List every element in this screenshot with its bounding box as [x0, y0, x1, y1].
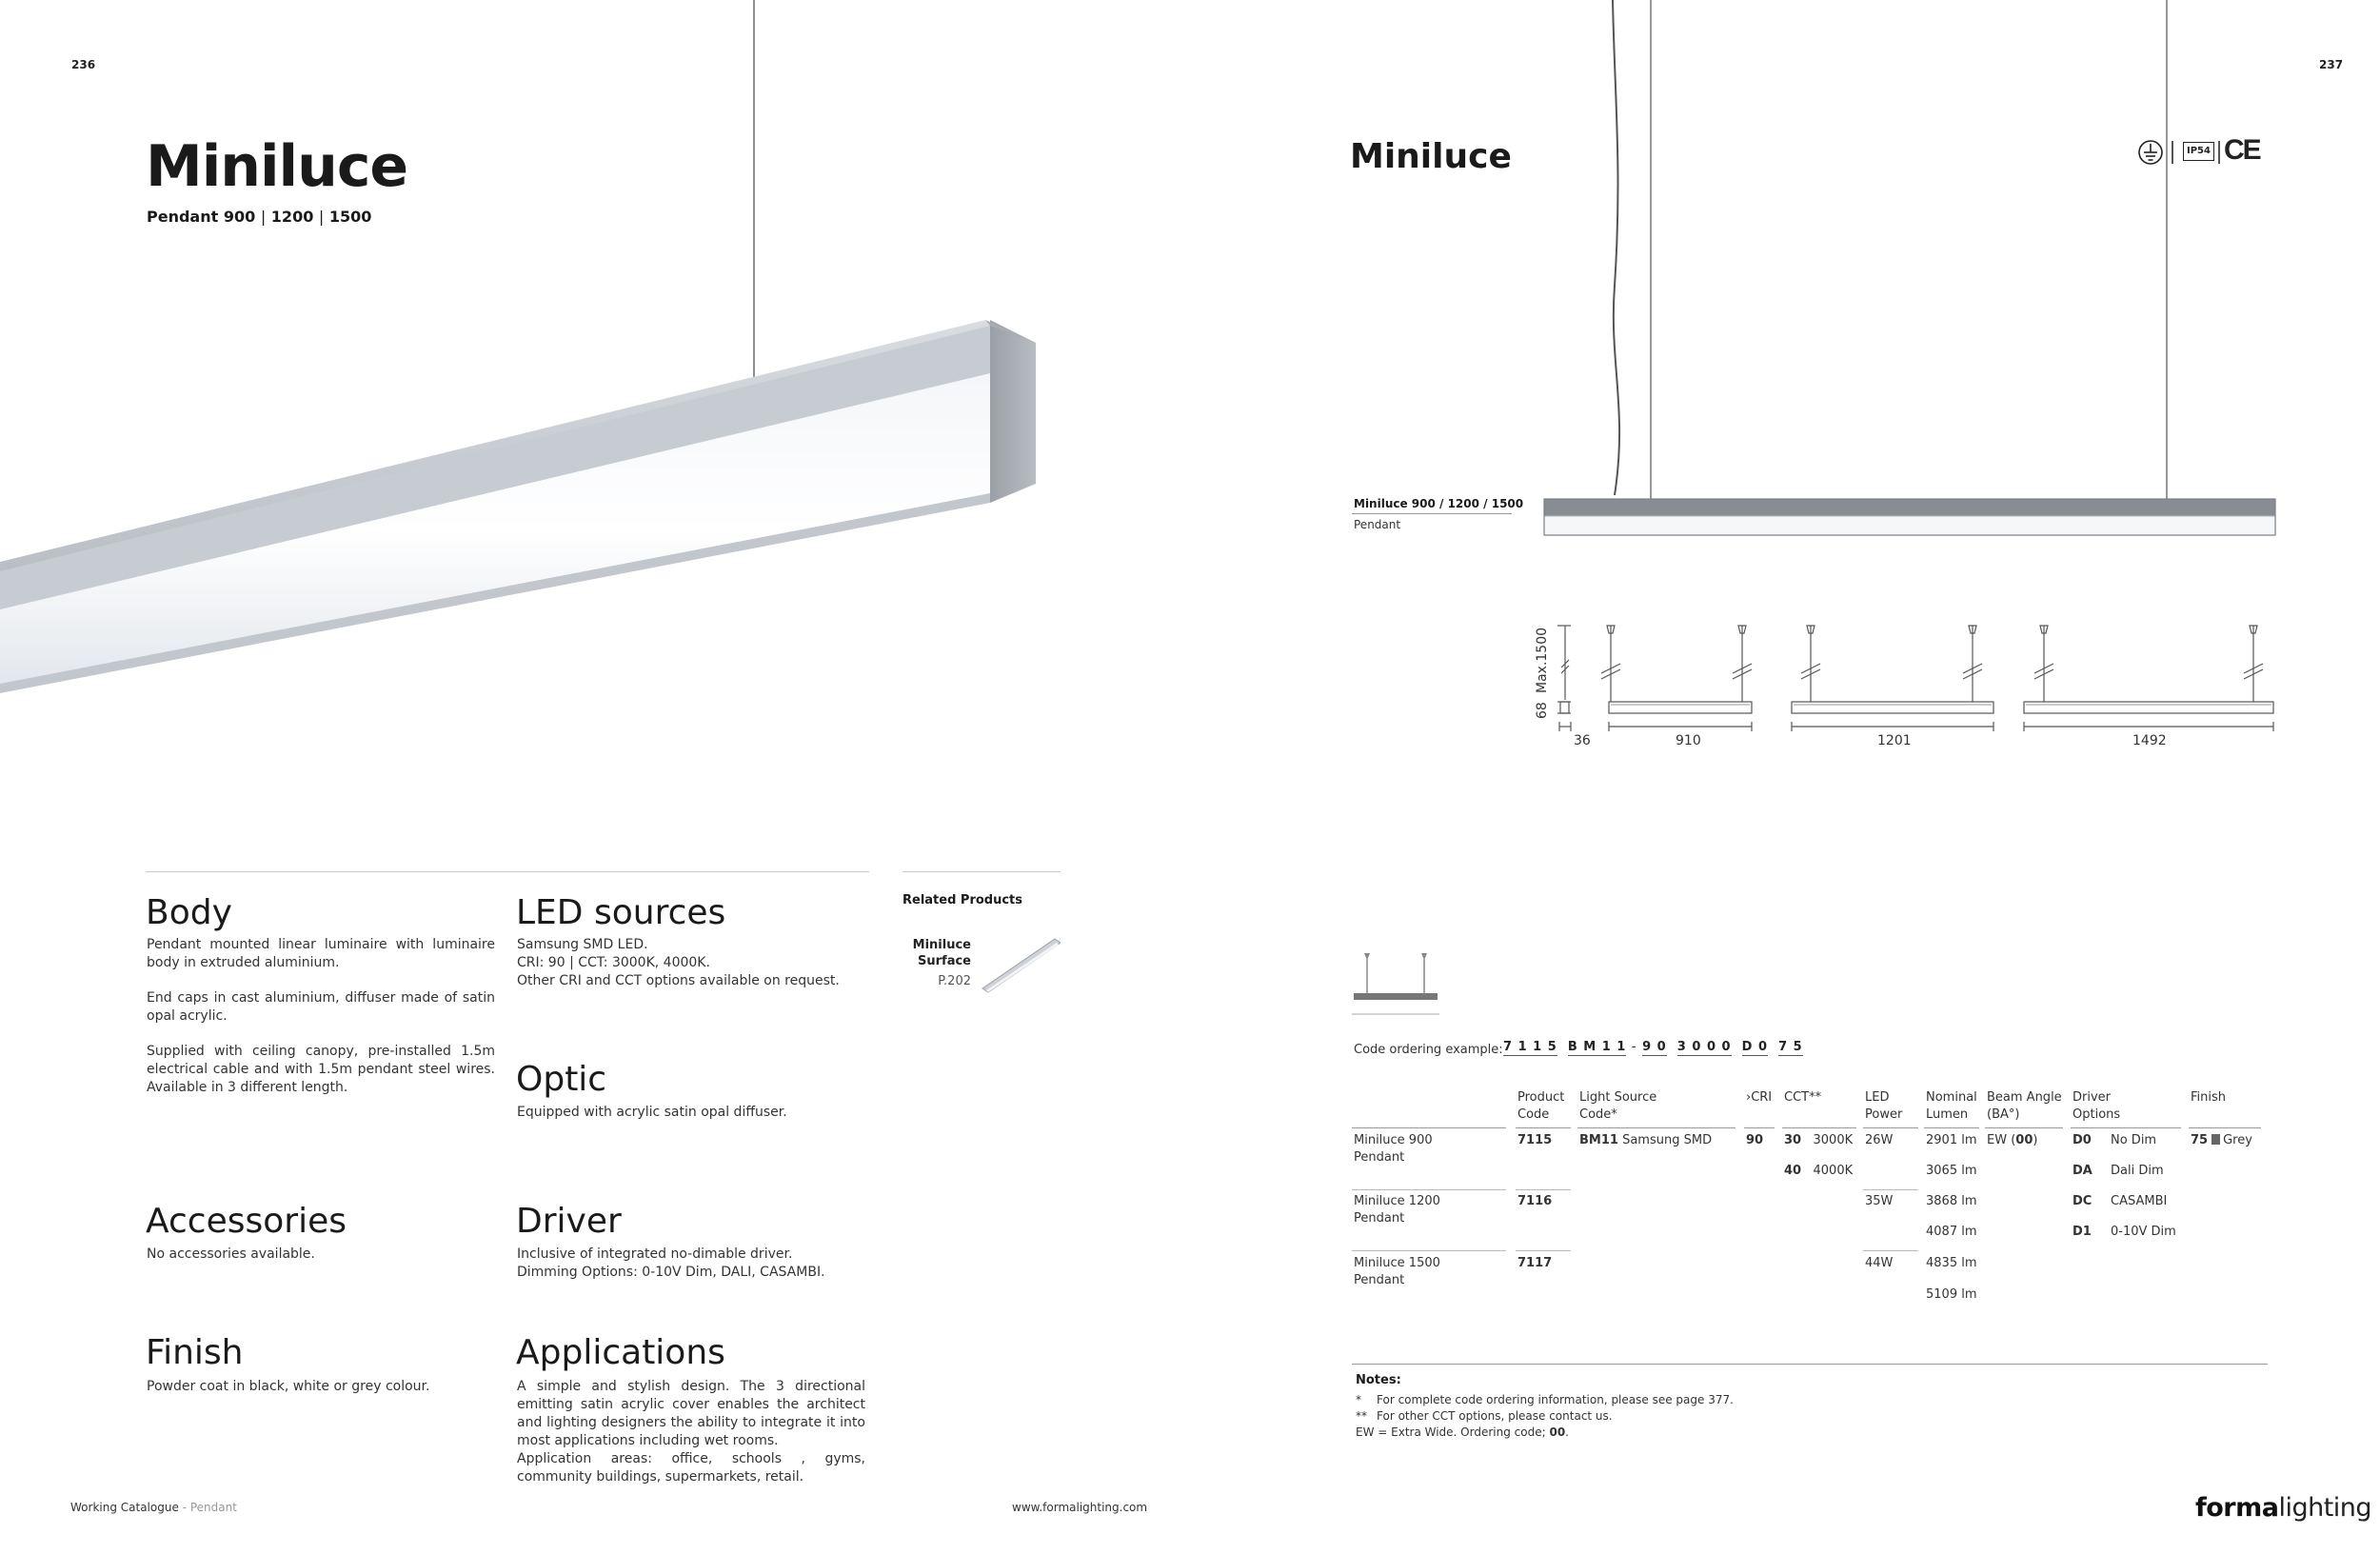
notes-rule [1352, 1364, 2268, 1365]
driver-option-d1: D1 0-10V Dim [2073, 1225, 2176, 1239]
code-ordering-example [1503, 1040, 1803, 1054]
th-light-source: Light Source Code* [1579, 1090, 1657, 1122]
th-nominal-lumen: Nominal Lumen [1926, 1090, 1977, 1122]
page-number-left: 236 [71, 58, 96, 71]
table-row-3-code: 7117 [1517, 1256, 1553, 1270]
page-title-left: Miniluce [146, 133, 408, 200]
accessories-title: Accessories [146, 1202, 347, 1241]
finish-cell: 75 Grey [2191, 1133, 2252, 1147]
footer-separator: - [178, 1501, 190, 1514]
header-rule [1863, 1127, 1918, 1128]
driver-title: Driver [516, 1202, 622, 1241]
applications-text [517, 1378, 865, 1486]
applications-title: Applications [516, 1333, 725, 1372]
header-rule [1744, 1127, 1775, 1128]
code-group-cri: 9 0 [1642, 1040, 1667, 1054]
body-title: Body [146, 893, 232, 932]
product-label-type: Pendant [1354, 518, 1401, 531]
subtitle-size-2: 1200 [270, 208, 314, 226]
row-rule [1516, 1189, 1571, 1190]
related-products-heading: Related Products [902, 893, 1023, 907]
footer-category: Pendant [189, 1501, 237, 1514]
led-line-2: CRI: 90 | CCT: 3000K, 4000K. [517, 955, 710, 970]
driver-option-dc: DC CASAMBI [2073, 1194, 2168, 1208]
dim-length-1201: 1201 [1877, 733, 1912, 748]
section-divider-related [902, 871, 1061, 872]
header-rule [1924, 1127, 1979, 1128]
header-rule [1577, 1127, 1735, 1128]
dimension-drawing [1533, 614, 2294, 752]
finish-text: Powder coat in black, white or grey colour. [147, 1379, 430, 1394]
row-rule [1863, 1189, 1918, 1190]
driver-line-2: Dimming Options: 0-10V Dim, DALI, CASAMBI. [517, 1265, 825, 1280]
notes-title: Notes: [1356, 1373, 1401, 1387]
header-rule [1782, 1127, 1856, 1128]
body-paragraph-2: End caps in cast aluminium, diffuser made of satin opal acrylic. [147, 990, 495, 1024]
related-product-thumbnail[interactable] [979, 935, 1061, 994]
code-ordering-label: Code ordering example: [1354, 1043, 1503, 1057]
th-cri: ›CRI [1746, 1090, 1773, 1105]
subtitle-sep-1: | [260, 208, 267, 226]
footer-website-link[interactable]: www.formalighting.com [1012, 1501, 1148, 1514]
th-finish: Finish [2191, 1090, 2227, 1105]
cct-3000-cell: 30 3000K [1784, 1133, 1854, 1147]
header-rule [1516, 1127, 1571, 1128]
code-group-product: 7 1 1 5 [1503, 1040, 1557, 1054]
body-paragraph-3: Supplied with ceiling canopy, pre-installed 1.5m electrical cable and with 1.5m pendant steel wires. Available in 3 different length. [147, 1044, 495, 1095]
related-product-name-2: Surface [918, 954, 971, 968]
table-row-3-power: 44W [1865, 1256, 1894, 1270]
luminaire-product-image [1523, 0, 2285, 552]
body-paragraph-1: Pendant mounted linear luminaire with luminaire body in extruded aluminium. [147, 937, 495, 970]
notes-list [1356, 1392, 2212, 1441]
th-beam-angle: Beam Angle (BA°) [1987, 1090, 2062, 1122]
subtitle-name: Pendant [147, 208, 219, 226]
header-rule [1985, 1127, 2063, 1128]
dim-width-36: 36 [1574, 733, 1591, 748]
body-text [147, 936, 495, 1097]
table-row-3-name: Miniluce 1500 Pendant [1354, 1256, 1440, 1287]
applications-paragraph-1: A simple and stylish design. The 3 directional emitting satin acrylic cover enables the architect and lighting designers the ability to integrate it into most applications including wet rooms. [517, 1379, 865, 1448]
finish-title: Finish [146, 1333, 244, 1372]
light-source-cell: BM11 Samsung SMD [1579, 1133, 1713, 1147]
led-line-1: Samsung SMD LED. [517, 937, 648, 952]
row-rule [1352, 1189, 1506, 1190]
code-group-source: B M 1 1 [1567, 1040, 1627, 1054]
table-row-2-power: 35W [1865, 1194, 1894, 1208]
page-title-right: Miniluce [1350, 137, 1512, 176]
optic-title: Optic [516, 1060, 607, 1099]
applications-paragraph-2: Application areas: office, schools , gyms, community buildings, supermarkets, retail. [517, 1451, 865, 1485]
th-cct: CCT** [1784, 1090, 1822, 1105]
subtitle-sep-2: | [318, 208, 325, 226]
driver-text [517, 1246, 869, 1282]
ce-mark-badge: CE [2224, 134, 2260, 166]
row-rule [1516, 1250, 1571, 1251]
driver-option-d0: D0 No Dim [2073, 1133, 2157, 1147]
header-rule [1352, 1127, 1506, 1128]
row-rule [1863, 1250, 1918, 1251]
cct-4000-cell: 40 4000K [1784, 1164, 1854, 1178]
driver-line-1: Inclusive of integrated no-dimable driver. [517, 1246, 793, 1262]
product-label-title: Miniluce 900 / 1200 / 1500 [1354, 497, 1524, 510]
table-row-2-name: Miniluce 1200 Pendant [1354, 1194, 1440, 1226]
dim-length-910: 910 [1676, 733, 1701, 748]
led-line-3: Other CRI and CCT options available on request. [517, 973, 840, 988]
code-group-driver: D 0 [1741, 1040, 1768, 1054]
th-product-code: Product Code [1517, 1090, 1565, 1122]
pendant-mount-icon [1352, 947, 1439, 1016]
note-item-1: * For complete code ordering information, please see page 377. [1356, 1393, 1734, 1406]
dim-max-drop: Max.1500 [1535, 627, 1550, 693]
related-product-item[interactable] [895, 937, 971, 989]
table-row-3-lumen-1: 4835 lm [1926, 1256, 1977, 1270]
table-row-1-lumen-2: 3065 lm [1926, 1164, 1977, 1178]
code-group-dash: - [1631, 1040, 1637, 1054]
header-rule [2189, 1127, 2261, 1128]
finish-swatch [2211, 1134, 2220, 1145]
optic-text: Equipped with acrylic satin opal diffuser. [517, 1105, 787, 1120]
dim-length-1492: 1492 [2132, 733, 2167, 748]
related-product-name-1: Miniluce [912, 938, 971, 952]
footer-catalogue [70, 1501, 237, 1514]
footer-catalogue-name: Working Catalogue [70, 1501, 179, 1514]
table-row-1-code: 7115 [1517, 1133, 1553, 1147]
code-group-finish: 7 5 [1778, 1040, 1803, 1054]
product-label-rule [1352, 513, 1512, 514]
page-number-right: 237 [2319, 58, 2344, 71]
table-row-2-lumen-1: 3868 lm [1926, 1194, 1977, 1208]
beam-angle-cell: EW (00) [1987, 1133, 2038, 1147]
subtitle-size-1: 900 [223, 208, 256, 226]
table-row-1-name: Miniluce 900 Pendant [1354, 1133, 1433, 1165]
table-row-1-lumen-1: 2901 lm [1926, 1133, 1977, 1147]
accessories-text: No accessories available. [147, 1246, 315, 1262]
note-item-2: ** For other CCT options, please contact us. [1356, 1409, 1613, 1423]
section-divider-left [146, 871, 869, 872]
th-led-power: LED Power [1865, 1090, 1903, 1122]
related-product-page: P.202 [938, 974, 971, 988]
table-row-2-lumen-2: 4087 lm [1926, 1225, 1977, 1239]
table-row-3-lumen-2: 5109 lm [1926, 1287, 1977, 1302]
led-text [517, 936, 869, 990]
dim-height-68: 68 [1535, 702, 1550, 719]
cri-cell: 90 [1746, 1133, 1764, 1147]
note-ew: EW = Extra Wide. Ordering code; 00. [1356, 1425, 1569, 1439]
table-row-1-power: 26W [1865, 1133, 1894, 1147]
driver-option-da: DA Dali Dim [2073, 1164, 2164, 1178]
formalighting-logo: formalighting [2195, 1493, 2372, 1523]
ip-rating-badge: IP54 [2183, 142, 2214, 161]
row-rule [1352, 1250, 1506, 1251]
header-rule [2071, 1127, 2181, 1128]
code-group-cct: 3 0 0 0 [1676, 1040, 1732, 1054]
th-driver-options: Driver Options [2073, 1090, 2121, 1122]
table-row-2-code: 7116 [1517, 1194, 1553, 1208]
led-title: LED sources [516, 893, 726, 932]
luminaire-hero-image [0, 0, 1047, 705]
subtitle-size-3: 1500 [328, 208, 372, 226]
